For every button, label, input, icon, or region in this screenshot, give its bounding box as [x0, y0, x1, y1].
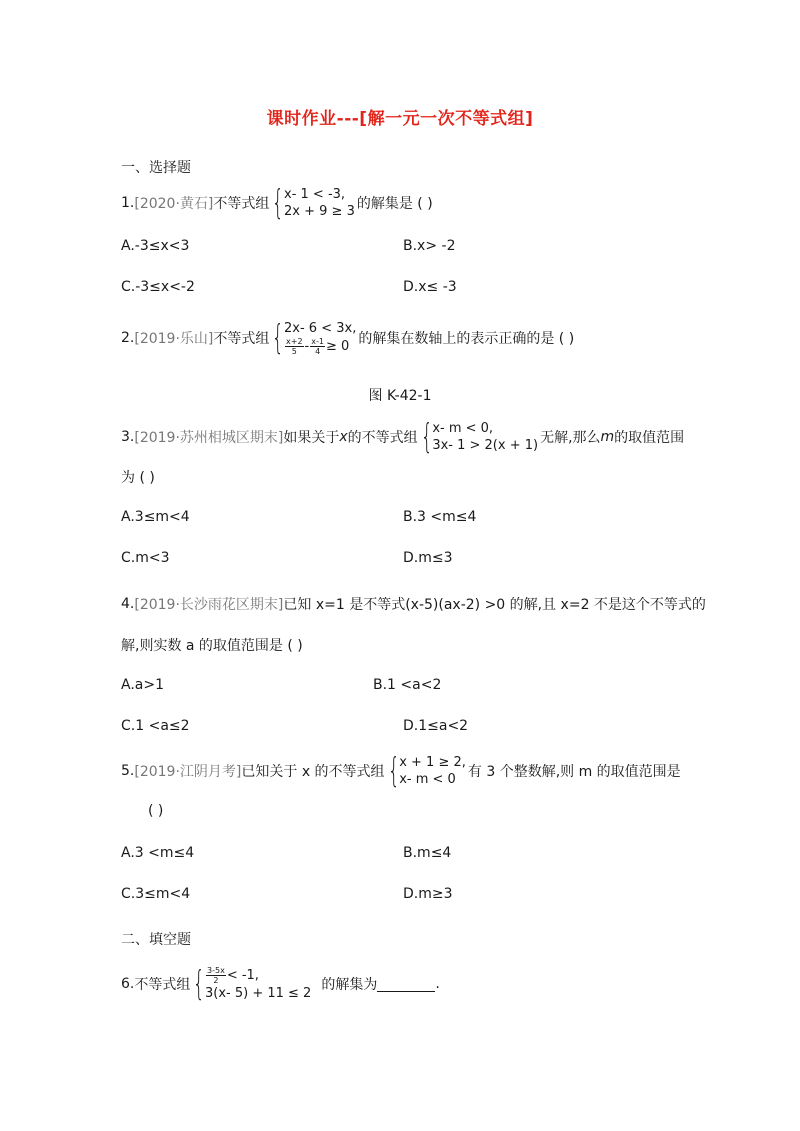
q1-source: [2020·黄石] [134, 196, 214, 212]
q3-option-d: D.m≤3 [403, 550, 453, 566]
q6-period: . [435, 976, 440, 992]
q6-number: 6. [121, 976, 135, 992]
q3-option-a: A.3≤m<4 [121, 509, 190, 525]
q5-inequality-system [387, 751, 466, 791]
q1-system-row-2: 2x + 9 ≥ 3 [284, 204, 355, 219]
q6-fraction: $\frac{3-5x}{2}$ [207, 966, 225, 985]
q3-number: 3. [121, 429, 135, 445]
q3-system-row-2: 3x- 1 > 2(x + 1) [432, 438, 539, 453]
q2-fraction-2: $\frac{x-1}{4}$ [311, 337, 324, 356]
q4-number: 4. [121, 596, 135, 612]
q3-prompt-tail: 无解,那么 [540, 430, 601, 446]
q2-number: 2. [121, 330, 135, 346]
q5-continuation: ( ) [148, 803, 164, 819]
q5-number: 5. [121, 763, 135, 779]
left-brace-icon: { [272, 183, 285, 223]
q2-system-row-2: $\frac{x+2}{5}$ - $\frac{x-1}{4}$ ≥ 0 [286, 337, 350, 356]
q2-inequality-system [271, 320, 356, 356]
question-4 [121, 594, 706, 614]
question-2 [121, 320, 574, 356]
q1-number: 1. [121, 195, 135, 211]
section-fill-heading: 二、填空题 [121, 932, 191, 948]
q5-prompt-end: 有 3 个整数解,则 m 的取值范围是 [467, 764, 681, 780]
q3-prompt-end: 的取值范围 [614, 430, 685, 446]
q6-prompt-end: 的解集为 [321, 977, 378, 993]
q3-variable-m: m [600, 429, 615, 445]
q6-answer-blank[interactable] [377, 977, 435, 992]
q4-option-a: A.a>1 [121, 677, 164, 693]
q3-prompt-mid: 的不等式组 [347, 430, 418, 446]
q1-option-c: C.-3≤x<-2 [121, 279, 195, 295]
q4-source: [2019·长沙雨花区期末] [134, 597, 284, 613]
q3-inequality-system [420, 417, 539, 457]
q5-prompt: 已知关于 x 的不等式组 [241, 764, 385, 780]
q1-option-b: B.x> -2 [403, 238, 456, 254]
left-brace-icon: { [420, 417, 433, 457]
q1-system-row-1: x- 1 < -3, [284, 187, 346, 202]
q4-option-d: D.1≤a<2 [403, 718, 469, 734]
q3-option-b: B.3 <m≤4 [403, 509, 477, 525]
q3-prompt: 如果关于 [283, 430, 340, 446]
q3-system-row-1: x- m < 0, [432, 421, 494, 436]
q3-option-c: C.m<3 [121, 550, 170, 566]
q3-continuation: 为 ( ) [121, 470, 155, 486]
q2-source: [2019·乐山] [134, 331, 214, 347]
q4-continuation: 解,则实数 a 的取值范围是 ( ) [121, 638, 303, 654]
q4-prompt: 已知 x=1 是不等式(x-5)(ax-2) >0 的解,且 x=2 不是这个不等式的 [283, 597, 706, 613]
q2-prompt: 不等式组 [213, 331, 270, 347]
q1-option-d: D.x≤ -3 [403, 279, 457, 295]
q5-option-b: B.m≤4 [403, 845, 452, 861]
q2-system-row-1: 2x- 6 < 3x, [284, 321, 357, 336]
q1-inequality-system [271, 183, 355, 223]
q6-system-row-1: $\frac{3-5x}{2}$ < -1, [207, 966, 259, 985]
section-choice-heading: 一、选择题 [121, 160, 191, 176]
q2-prompt-end: 的解集在数轴上的表示正确的是 ( ) [358, 331, 575, 347]
figure-caption: 图 K-42-1 [368, 388, 432, 404]
q4-option-c: C.1 <a≤2 [121, 718, 190, 734]
question-1 [121, 183, 433, 223]
q5-option-d: D.m≥3 [403, 886, 453, 902]
worksheet-title: 课时作业---[解一元一次不等式组] [266, 109, 534, 129]
q2-fraction-1: $\frac{x+2}{5}$ [286, 337, 303, 356]
q6-prompt: 不等式组 [134, 977, 191, 993]
q1-prompt: 不等式组 [213, 196, 270, 212]
q5-source: [2019·江阴月考] [134, 764, 242, 780]
q5-system-row-1: x + 1 ≥ 2, [399, 755, 466, 770]
q5-option-c: C.3≤m<4 [121, 886, 191, 902]
q3-variable-x: x [339, 429, 348, 445]
q6-inequality-system [192, 966, 311, 1002]
question-6 [121, 966, 440, 1002]
q1-prompt-end: 的解集是 ( ) [356, 196, 433, 212]
question-3 [121, 417, 685, 457]
q4-option-b: B.1 <a<2 [373, 677, 442, 693]
q3-source: [2019·苏州相城区期末] [134, 430, 284, 446]
q6-system-row-2: 3(x- 5) + 11 ≤ 2 [205, 986, 312, 1001]
left-brace-icon: { [272, 318, 285, 358]
left-brace-icon: { [387, 751, 400, 791]
question-5 [121, 751, 681, 791]
left-brace-icon: { [193, 964, 206, 1004]
q5-system-row-2: x- m < 0 [399, 772, 456, 787]
q1-option-a: A.-3≤x<3 [121, 238, 190, 254]
q5-option-a: A.3 <m≤4 [121, 845, 195, 861]
